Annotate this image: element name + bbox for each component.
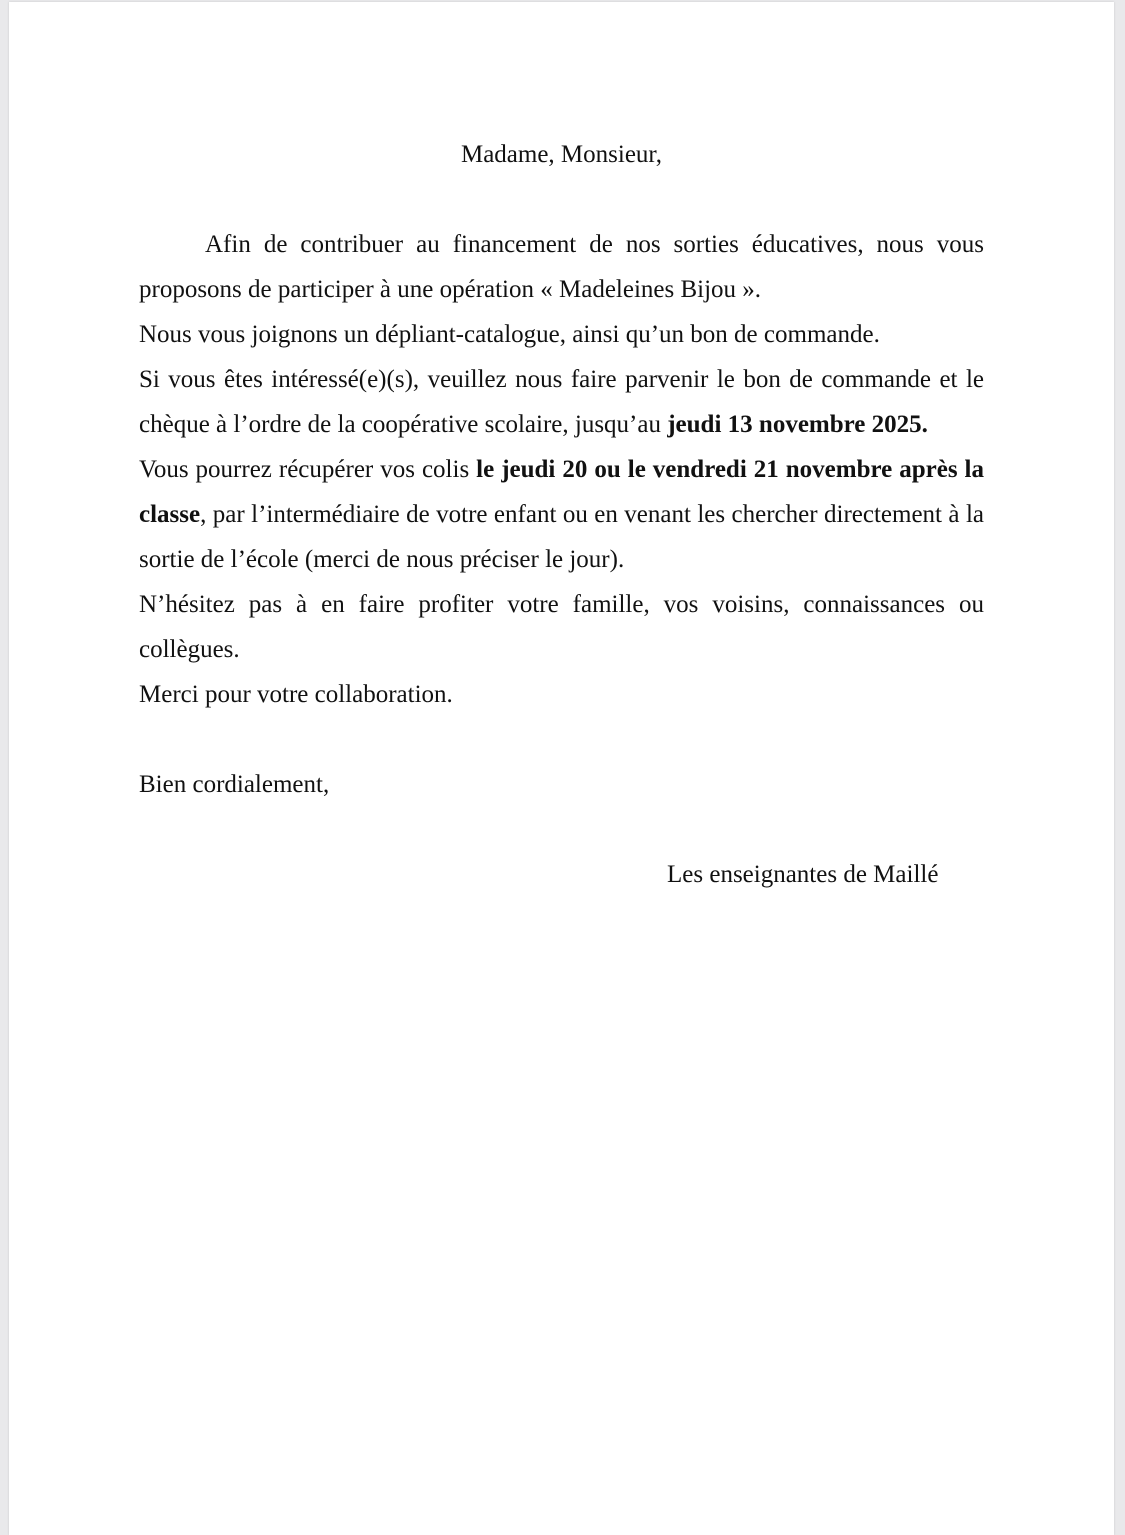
letter-body xyxy=(139,222,984,717)
paragraph-order-deadline xyxy=(139,357,984,447)
order-deadline-date: jeudi 13 novembre 2025. xyxy=(667,411,928,438)
letter-content xyxy=(139,132,984,922)
paragraph-intro: Afin de contribuer au financement de nos sorties éducatives, nous vous proposons de participer à une opération « Madeleines Bijou ». xyxy=(139,231,984,303)
order-deadline-text: Si vous êtes intéressé(e)(s), veuillez nous faire parvenir le bon de commande et le chèque à l’ordre de la coopérative scolaire, jusqu’au xyxy=(139,366,984,438)
closing: Bien cordialement, xyxy=(139,771,330,798)
paragraph-catalogue: Nous vous joignons un dépliant-catalogue, ainsi qu’un bon de commande. xyxy=(139,321,880,348)
pickup-text-end: , par l’intermédiaire de votre enfant ou en venant les chercher directement à la sortie de l’école (merci de nous préciser le jour). xyxy=(139,501,984,573)
pickup-dates: le jeudi 20 ou le vendredi 21 novembre après la classe xyxy=(139,456,984,528)
pickup-text-start: Vous pourrez récupérer vos colis xyxy=(139,456,477,483)
paragraph-pickup xyxy=(139,447,984,582)
salutation: Madame, Monsieur, xyxy=(460,141,663,168)
paragraph-share: N’hésitez pas à en faire profiter votre famille, vos voisins, connaissances ou collègues. xyxy=(139,591,984,663)
document-page xyxy=(9,2,1114,1535)
signature: Les enseignantes de Maillé xyxy=(667,861,939,888)
paragraph-thanks: Merci pour votre collaboration. xyxy=(139,681,453,708)
